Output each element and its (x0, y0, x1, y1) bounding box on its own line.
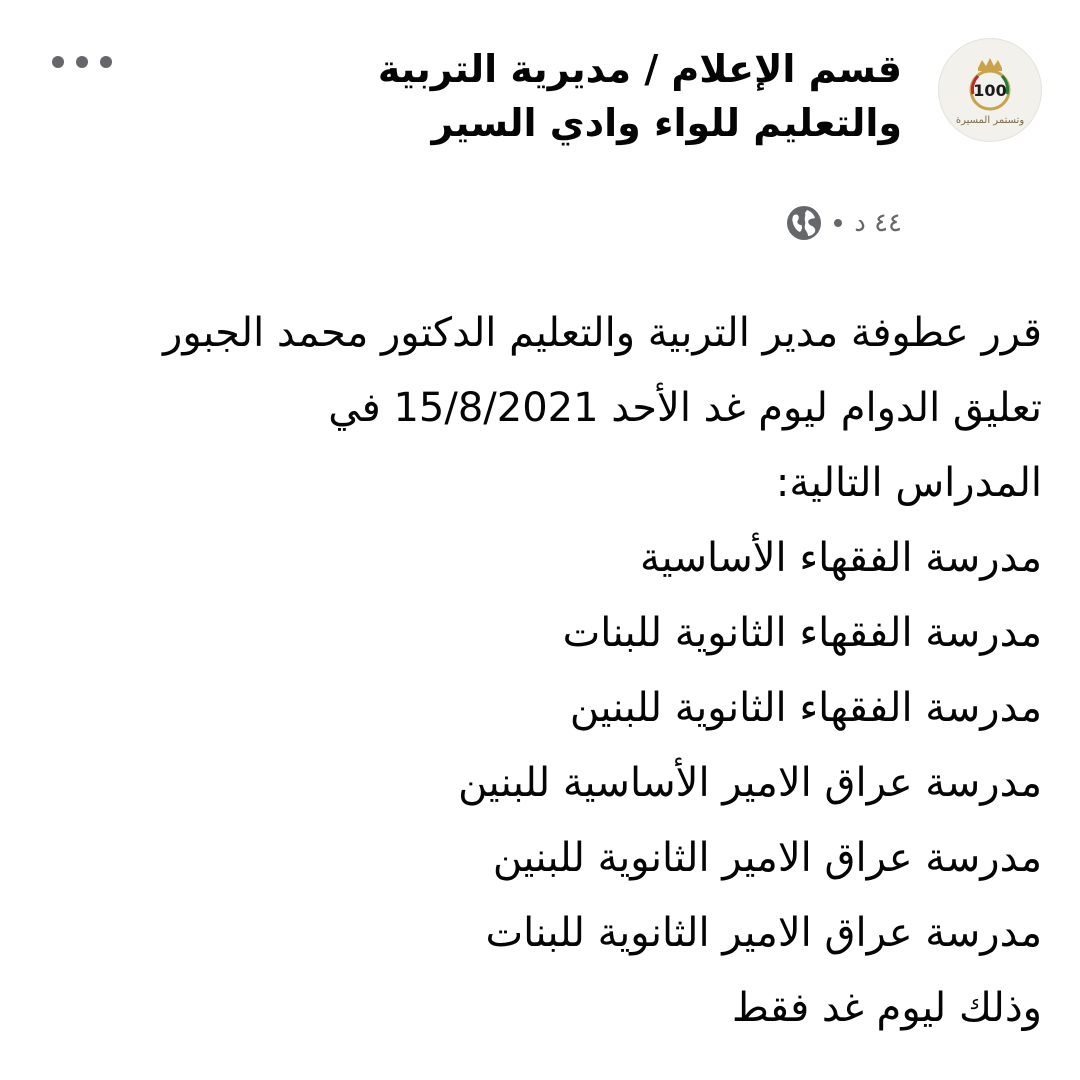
avatar-slogan: وتستمر المسيرة (955, 115, 1025, 126)
post-body-line: مدرسة عراق الامير الثانوية للبنين (492, 835, 1042, 881)
page-avatar[interactable] (938, 38, 1042, 142)
post-body-line: قرر عطوفة مدير التربية والتعليم الدكتور محمد الجبور (163, 310, 1042, 356)
post-body-line: وذلك ليوم غد فقط (731, 985, 1042, 1031)
meta-separator (834, 219, 842, 227)
post-body-line: تعليق الدوام ليوم غد الأحد 15/8/2021 في (328, 385, 1042, 431)
logo-number: 100 (973, 81, 1007, 100)
page-name-link[interactable]: قسم الإعلام / مديرية التربية والتعليم للواء وادي السير (377, 47, 902, 145)
more-options-button[interactable] (52, 50, 112, 74)
post-body-line: مدرسة الفقهاء الثانوية للبنين (569, 685, 1042, 731)
post-body-line: المدراس التالية: (775, 460, 1042, 506)
centennial-logo-icon (958, 54, 1022, 114)
post-meta (786, 203, 902, 243)
post-timestamp[interactable]: ٤٤ د (854, 208, 902, 238)
post-body-line: مدرسة عراق الامير الأساسية للبنين (458, 760, 1042, 806)
post-body (32, 296, 1042, 1046)
globe-icon[interactable] (786, 205, 822, 241)
post-body-line: مدرسة الفقهاء الثانوية للبنات (562, 610, 1042, 656)
post-body-line: مدرسة الفقهاء الأساسية (640, 535, 1042, 581)
post-body-line: مدرسة عراق الامير الثانوية للبنات (485, 910, 1042, 956)
more-options-icon (100, 56, 112, 68)
